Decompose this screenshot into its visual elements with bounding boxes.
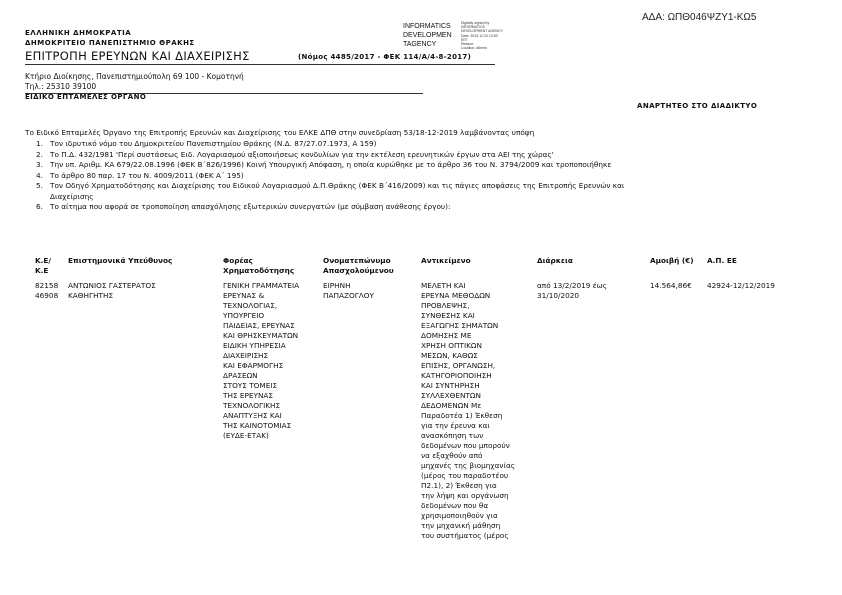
subject-line: δεδομένων που μπορούν [421, 441, 510, 450]
subject-line: ΔΟΜΗΣΗΣ ΜΕ [421, 331, 472, 340]
address-line: Κτήριο Διοίκησης, Πανεπιστημιούπολη 69 100 - Κομοτηνή [25, 72, 244, 81]
col-header-ke: Κ.Ε/ Κ.Ε [35, 256, 52, 275]
subject-line: ΜΕΛΕΤΗ ΚΑΙ [421, 281, 466, 290]
phone-line: Τηλ.: 25310 39100 [25, 82, 97, 91]
subject-line: την μηχανική μάθηση [421, 521, 501, 530]
university-name: ΔΗΜΟΚΡΙΤΕΙΟ ΠΑΝΕΠΙΣΤΗΜΙΟ ΘΡΑΚΗΣ [25, 39, 195, 47]
committee-title: ΕΠΙΤΡΟΠΗ ΕΡΕΥΝΩΝ ΚΑΙ ΔΙΑΧΕΙΡΙΣΗΣ [25, 49, 250, 63]
list-item: 5. Τον Οδηγό Χρηματοδότησης και Διαχείρισης του Ειδικού Λογαριασμού Δ.Π.Θράκης (ΦΕΚ Β΄416/2009) και τις πάγιες αποφάσεις της Επιτροπής Ερευνών και [36, 181, 625, 190]
digital-signature-details: Digitally signed by INFORMATICS DEVELOPMENT AGENCY Date: 2019.12.23 13:53 EET Reason: Location: Athens [461, 21, 503, 51]
subject-line: μηχανές της βιομηχανίας [421, 461, 516, 470]
col-header-funder: Φορέας Χρηματοδότησης [223, 256, 295, 275]
funder-line: ΤΕΧΝΟΛΟΓΙΑΣ, [223, 301, 278, 310]
cell-amount: 14.564,86€ [650, 281, 692, 290]
subject-line: ΣΥΝΘΕΣΗΣ ΚΑΙ [421, 311, 475, 320]
signature-agency-text: INFORMATICS DEVELOPMEN TAGENCY [403, 23, 452, 48]
list-item-continuation: Διαχείρισης [50, 191, 94, 201]
col-header-ap-ee: Α.Π. ΕΕ [707, 256, 737, 265]
address-block [25, 72, 244, 92]
subject-line: Π2.1), 2) Έκθεση για [421, 481, 497, 490]
funder-line: ΑΝΑΠΤΥΞΗΣ ΚΑΙ [223, 411, 282, 420]
subject-line: ΕΞΑΓΩΓΗΣ ΣΗΜΑΤΩΝ [421, 321, 499, 330]
organ-name: ΕΙΔΙΚΟ ΕΠΤΑΜΕΛΕΣ ΟΡΓΑΝΟ [25, 93, 147, 101]
subject-line: ΠΡΟΒΛΕΨΗΣ, [421, 301, 470, 310]
government-name: ΕΛΛΗΝΙΚΗ ΔΗΜΟΚΡΑΤΙΑ [25, 29, 132, 37]
funder-line: ΚΑΙ ΘΡΗΣΚΕΥΜΑΤΩΝ [223, 331, 299, 340]
col-header-amount: Αμοιβή (€) [650, 256, 694, 265]
funder-line: ΔΡΑΣΕΩΝ [223, 371, 258, 380]
subject-line: δεδομένων που θα [421, 501, 489, 510]
subject-line: (μέρος του παραδοτέου [421, 471, 509, 480]
ada-code: ΑΔΑ: ΩΠΘ046ΨΖΥ1-ΚΩ5 [642, 12, 757, 23]
cell-subject [421, 281, 515, 541]
funder-line: ΤΕΧΝΟΛΟΓΙΚΗΣ [223, 401, 281, 410]
funder-line: ΓΕΝΙΚΗ ΓΡΑΜΜΑΤΕΙΑ [223, 281, 300, 290]
subject-line: ΜΕΣΩΝ, ΚΑΘΩΣ [421, 351, 478, 360]
cell-funder [223, 281, 299, 441]
law-reference: (Νόμος 4485/2017 - ΦΕΚ 114/Α/4-8-2017) [298, 53, 472, 61]
subject-line: ΕΡΕΥΝΑ ΜΕΘΟΔΩΝ [421, 291, 491, 300]
funder-line: ΤΗΣ ΚΑΙΝΟΤΟΜΙΑΣ [223, 421, 292, 430]
funder-line: ΥΠΟΥΡΓΕΙΟ [223, 311, 265, 320]
cell-ap-ee: 42924-12/12/2019 [707, 281, 775, 290]
funder-line: ΚΑΙ ΕΦΑΡΜΟΓΗΣ [223, 361, 284, 370]
subject-line: ΣΥΛΛΕΧΘΕΝΤΩΝ [421, 391, 481, 400]
funder-line: ΕΙΔΙΚΗ ΥΠΗΡΕΣΙΑ [223, 341, 286, 350]
funder-line: ΣΤΟΥΣ ΤΟΜΕΙΣ [223, 381, 278, 390]
col-header-employee: Ονοματεπώνυμο Απασχολούμενου [323, 256, 394, 275]
cell-responsible: ΑΝΤΩΝΙΟΣ ΓΑΣΤΕΡΑΤΟΣ ΚΑΘΗΓΗΤΗΣ [68, 281, 156, 300]
funder-line: ΠΑΙΔΕΙΑΣ, ΕΡΕΥΝΑΣ [223, 321, 295, 330]
list-item: 3. Την υπ. Αριθμ. ΚΑ 679/22.08.1996 (ΦΕΚ Β΄826/1996) Κοινή Υπουργική Απόφαση, η οποία κυρώθηκε με το άρθρο 36 του Ν. 3794/2009 και τροποποιήθηκε [36, 160, 612, 169]
cell-ke: 82158 46908 [35, 281, 59, 300]
cell-employee: ΕΙΡΗΝΗ ΠΑΠΑΖΟΓΛΟΥ [323, 281, 374, 300]
list-item: 2. Το Π.Δ. 432/1981 'Περί συστάσεως Ειδ. Λογαριασμού αξιοποιήσεως κονδυλίων για την εκτέλεση ερευνητικών έργων στα ΑΕΙ της χώρας' [36, 149, 554, 159]
funder-line: ΔΙΑΧΕΙΡΙΣΗΣ [223, 351, 269, 360]
funder-line: ΤΗΣ ΕΡΕΥΝΑΣ [223, 391, 274, 400]
considerations-list [36, 139, 624, 213]
subject-line: ανασκόπηση των [421, 431, 484, 440]
subject-line: ΧΡΗΣΗ ΟΠΤΙΚΩΝ [421, 341, 482, 350]
header-divider [25, 64, 495, 65]
subject-line: Παραδοτέα 1) Έκθεση [421, 411, 503, 420]
subject-line: να εξαχθούν από [421, 451, 483, 460]
funder-line: (ΕΥΔΕ-ΕΤΑΚ) [223, 431, 269, 440]
subject-line: για την έρευνα και [421, 421, 490, 430]
subject-line: την λήψη και οργάνωση [421, 491, 509, 500]
col-header-duration: Διάρκεια [537, 256, 573, 265]
list-item: 4. Το άρθρο 80 παρ. 17 του Ν. 4009/2011 (ΦΕΚ Α΄ 195) [36, 170, 244, 180]
list-item: 6. Το αίτημα που αφορά σε τροποποίηση απασχόλησης εξωτερικών συνεργατών (με σύμβαση ανάθεσης έργου): [36, 202, 451, 211]
col-header-subject: Αντικείμενο [421, 256, 471, 265]
subject-line: χρησιμοποιηθούν για [421, 511, 498, 520]
intro-paragraph: Το Ειδικό Επταμελές Όργανο της Επιτροπής Ερευνών και Διαχείρισης του ΕΛΚΕ ΔΠΘ στην συνεδρίαση 53/18-12-2019 λαμβάνοντας υπόψη [25, 128, 535, 137]
subject-line: του συστήματος (μέρος [421, 531, 509, 540]
posting-notice: ΑΝΑΡΤΗΤΕΟ ΣΤΟ ΔΙΑΔΙΚΤΥΟ [637, 102, 758, 110]
list-item: 1. Τον ιδρυτικό νόμο του Δημοκριτείου Πανεπιστημίου Θράκης (Ν.Δ. 87/27.07.1973, Α 159) [36, 139, 377, 148]
funder-line: ΕΡΕΥΝΑΣ & [223, 291, 265, 300]
subject-line: ΕΠΙΣΗΣ, ΟΡΓΑΝΩΣΗ, [421, 361, 496, 370]
col-header-responsible: Επιστημονικά Υπεύθυνος [68, 256, 173, 265]
subject-line: ΚΑΙ ΣΥΝΤΗΡΗΣΗ [421, 381, 480, 390]
subject-line: ΔΕΔΟΜΕΝΩΝ Με [421, 401, 482, 410]
subject-line: ΚΑΤΗΓΟΡΙΟΠΟΙΗΣΗ [421, 371, 492, 380]
cell-duration: από 13/2/2019 έως 31/10/2020 [537, 281, 608, 300]
